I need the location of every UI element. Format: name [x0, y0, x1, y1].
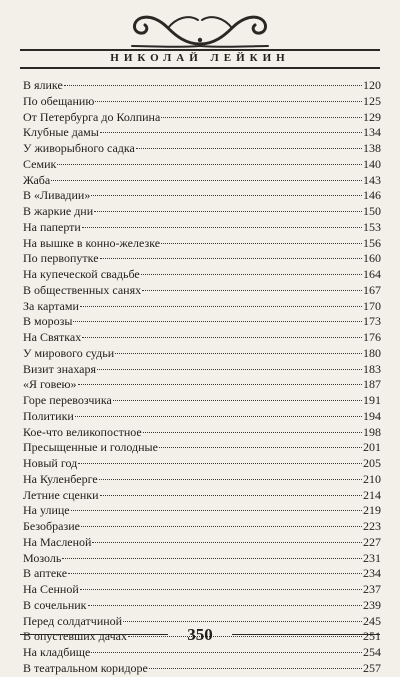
- toc-entry-title: В ялике: [23, 78, 63, 92]
- toc-entry: [23, 566, 381, 582]
- toc-entry: [23, 94, 381, 110]
- toc-entry-page: 156: [363, 235, 381, 250]
- toc-entry-title: От Петербурга до Колпина: [23, 109, 161, 124]
- toc-entry: [23, 157, 381, 173]
- toc-entry-title: «Я говею»: [23, 377, 77, 392]
- toc-leader-dots: [91, 652, 362, 653]
- toc-entry-title: Жаба: [23, 172, 51, 187]
- toc-entry: [23, 503, 381, 519]
- toc-entry-title: На кладбище: [23, 645, 91, 659]
- toc-entry: [23, 472, 381, 488]
- toc-entry-title: Безобразие: [23, 519, 80, 533]
- toc-entry: [23, 283, 381, 299]
- toc-leader-dots: [143, 432, 362, 433]
- toc-entry: [23, 645, 381, 661]
- toc-entry-page: 170: [363, 298, 381, 313]
- toc-leader-dots: [82, 337, 362, 338]
- toc-entry-title: В морозы: [23, 314, 73, 329]
- toc-entry: [23, 440, 381, 456]
- toc-entry-title: Перед солдатчиной: [23, 613, 123, 628]
- toc-entry-title: На улице: [23, 503, 70, 518]
- toc-entry-page: 176: [363, 330, 381, 344]
- toc-entry-page: 125: [363, 93, 381, 108]
- toc-entry: [23, 551, 381, 567]
- toc-entry: [23, 220, 381, 236]
- header-ornament-icon: [0, 6, 400, 50]
- toc-entry-page: 138: [363, 141, 381, 155]
- toc-leader-dots: [71, 510, 362, 511]
- toc-entry-title: На вышке в конно-железке: [23, 235, 161, 250]
- toc-leader-dots: [64, 85, 362, 86]
- toc-leader-dots: [81, 526, 362, 527]
- toc-entry-title: Горе перевозчика: [23, 393, 112, 407]
- toc-entry-title: На паперти: [23, 219, 81, 234]
- toc-entry-title: У живорыбного садка: [23, 141, 135, 155]
- toc-entry-title: Кое-что великопостное: [23, 424, 142, 439]
- toc-entry-title: В общественных санях: [23, 282, 142, 297]
- toc-entry: [23, 456, 381, 472]
- toc-leader-dots: [113, 400, 362, 401]
- toc-entry-page: 160: [363, 251, 381, 266]
- toc-leader-dots: [99, 479, 362, 480]
- toc-entry-title: В сочельник: [23, 597, 87, 612]
- toc-leader-dots: [94, 211, 362, 212]
- toc-entry: [23, 362, 381, 378]
- toc-leader-dots: [91, 195, 362, 196]
- toc-entry-page: 205: [363, 456, 381, 470]
- toc-entry-page: 164: [363, 267, 381, 281]
- toc-leader-dots: [159, 447, 362, 448]
- footer-rule-left: [20, 634, 168, 635]
- toc-entry: [23, 488, 381, 504]
- footer-rule-right: [232, 634, 380, 635]
- toc-leader-dots: [123, 621, 362, 622]
- toc-entry: [23, 125, 381, 141]
- toc-entry: [23, 251, 381, 267]
- toc-entry-page: 223: [363, 519, 381, 533]
- toc-leader-dots: [51, 180, 362, 181]
- toc-entry: [23, 535, 381, 551]
- toc-leader-dots: [88, 605, 362, 606]
- toc-entry-title: В театральном коридоре: [23, 660, 148, 675]
- toc-leader-dots: [78, 463, 362, 464]
- toc-entry-page: 245: [363, 613, 381, 628]
- toc-entry-title: Политики: [23, 408, 74, 423]
- toc-entry-page: 140: [363, 156, 381, 171]
- toc-leader-dots: [128, 636, 362, 637]
- toc-leader-dots: [92, 542, 362, 543]
- toc-entry: [23, 377, 381, 393]
- toc-entry-title: Новый год: [23, 456, 78, 470]
- toc-leader-dots: [100, 495, 362, 496]
- toc-leader-dots: [75, 416, 362, 417]
- toc-entry-page: 214: [363, 487, 381, 502]
- toc-leader-dots: [100, 258, 362, 259]
- toc-entry: [23, 582, 381, 598]
- toc-entry-title: На Сенной: [23, 582, 79, 596]
- toc-entry: [23, 78, 381, 94]
- toc-entry-title: На купеческой свадьбе: [23, 267, 140, 281]
- toc-entry-title: В опустевших дачах: [23, 629, 127, 644]
- toc-entry: [23, 598, 381, 614]
- toc-entry-title: Клубные дамы: [23, 125, 99, 140]
- toc-entry-title: У мирового судьи: [23, 345, 115, 360]
- toc-entry-title: В жаркие дни: [23, 204, 94, 218]
- toc-entry-page: 134: [363, 125, 381, 140]
- running-header: НИКОЛАЙ ЛЕЙКИН: [110, 52, 290, 64]
- toc-entry-page: 120: [363, 78, 381, 92]
- table-of-contents: [23, 78, 381, 677]
- toc-leader-dots: [161, 243, 362, 244]
- toc-leader-dots: [57, 164, 362, 165]
- toc-entry: [23, 110, 381, 126]
- toc-entry: [23, 330, 381, 346]
- toc-entry-page: 201: [363, 440, 381, 455]
- toc-entry-page: 180: [363, 345, 381, 360]
- toc-entry-title: На Масленой: [23, 534, 92, 549]
- toc-entry: [23, 393, 381, 409]
- toc-entry-title: Семик: [23, 156, 57, 171]
- toc-entry-title: На Святках: [23, 330, 82, 344]
- toc-entry: [23, 204, 381, 220]
- toc-leader-dots: [80, 306, 362, 307]
- toc-leader-dots: [141, 274, 362, 275]
- toc-entry-page: 167: [363, 282, 381, 297]
- toc-entry-page: 173: [363, 314, 381, 329]
- toc-entry-page: 150: [363, 204, 381, 218]
- toc-entry-page: 153: [363, 219, 381, 234]
- toc-entry-page: 227: [363, 534, 381, 549]
- header-rule-bottom: [20, 67, 380, 69]
- toc-entry: [23, 267, 381, 283]
- toc-entry: [23, 314, 381, 330]
- toc-leader-dots: [95, 101, 362, 102]
- toc-entry-page: 129: [363, 109, 381, 124]
- toc-entry: [23, 173, 381, 189]
- toc-entry-page: 239: [363, 597, 381, 612]
- toc-leader-dots: [136, 148, 362, 149]
- toc-entry-page: 251: [363, 629, 381, 644]
- toc-entry-title: За картами: [23, 298, 79, 313]
- toc-leader-dots: [62, 558, 362, 559]
- toc-leader-dots: [73, 321, 362, 322]
- toc-leader-dots: [78, 384, 362, 385]
- toc-leader-dots: [97, 369, 362, 370]
- toc-entry: [23, 425, 381, 441]
- toc-entry: [23, 519, 381, 535]
- toc-entry: [23, 188, 381, 204]
- toc-leader-dots: [68, 573, 362, 574]
- toc-leader-dots: [100, 132, 362, 133]
- toc-entry-title: Мозоль: [23, 550, 62, 565]
- toc-entry-title: Летние сценки: [23, 487, 99, 502]
- toc-leader-dots: [161, 117, 362, 118]
- toc-entry-page: 194: [363, 408, 381, 423]
- toc-entry-page: 237: [363, 582, 381, 596]
- toc-entry: [23, 409, 381, 425]
- toc-entry-page: 234: [363, 566, 381, 581]
- toc-entry-title: На Куленберге: [23, 471, 98, 486]
- toc-entry-page: 231: [363, 550, 381, 565]
- toc-entry-page: 210: [363, 471, 381, 486]
- toc-entry-page: 183: [363, 361, 381, 376]
- toc-entry: [23, 141, 381, 157]
- toc-entry-page: 254: [363, 645, 381, 659]
- toc-leader-dots: [115, 353, 362, 354]
- toc-entry-title: Визит знахаря: [23, 361, 97, 376]
- toc-entry: [23, 346, 381, 362]
- toc-entry-page: 191: [363, 393, 381, 407]
- toc-entry-title: По первопутке: [23, 251, 99, 266]
- toc-entry: [23, 299, 381, 315]
- toc-entry-title: В аптеке: [23, 566, 68, 581]
- toc-entry-title: Пресыщенные и голодные: [23, 440, 158, 455]
- toc-leader-dots: [142, 290, 362, 291]
- toc-entry-page: 198: [363, 424, 381, 439]
- toc-entry: [23, 236, 381, 252]
- toc-entry-page: 143: [363, 172, 381, 187]
- toc-entry-title: В «Ливадии»: [23, 188, 91, 203]
- page-number: 350: [187, 625, 213, 644]
- toc-leader-dots: [82, 227, 362, 228]
- toc-entry-title: По обещанию: [23, 93, 95, 108]
- toc-entry-page: 219: [363, 503, 381, 518]
- toc-entry-page: 257: [363, 660, 381, 675]
- toc-entry-page: 187: [363, 377, 381, 392]
- toc-entry-page: 146: [363, 188, 381, 203]
- toc-leader-dots: [80, 589, 362, 590]
